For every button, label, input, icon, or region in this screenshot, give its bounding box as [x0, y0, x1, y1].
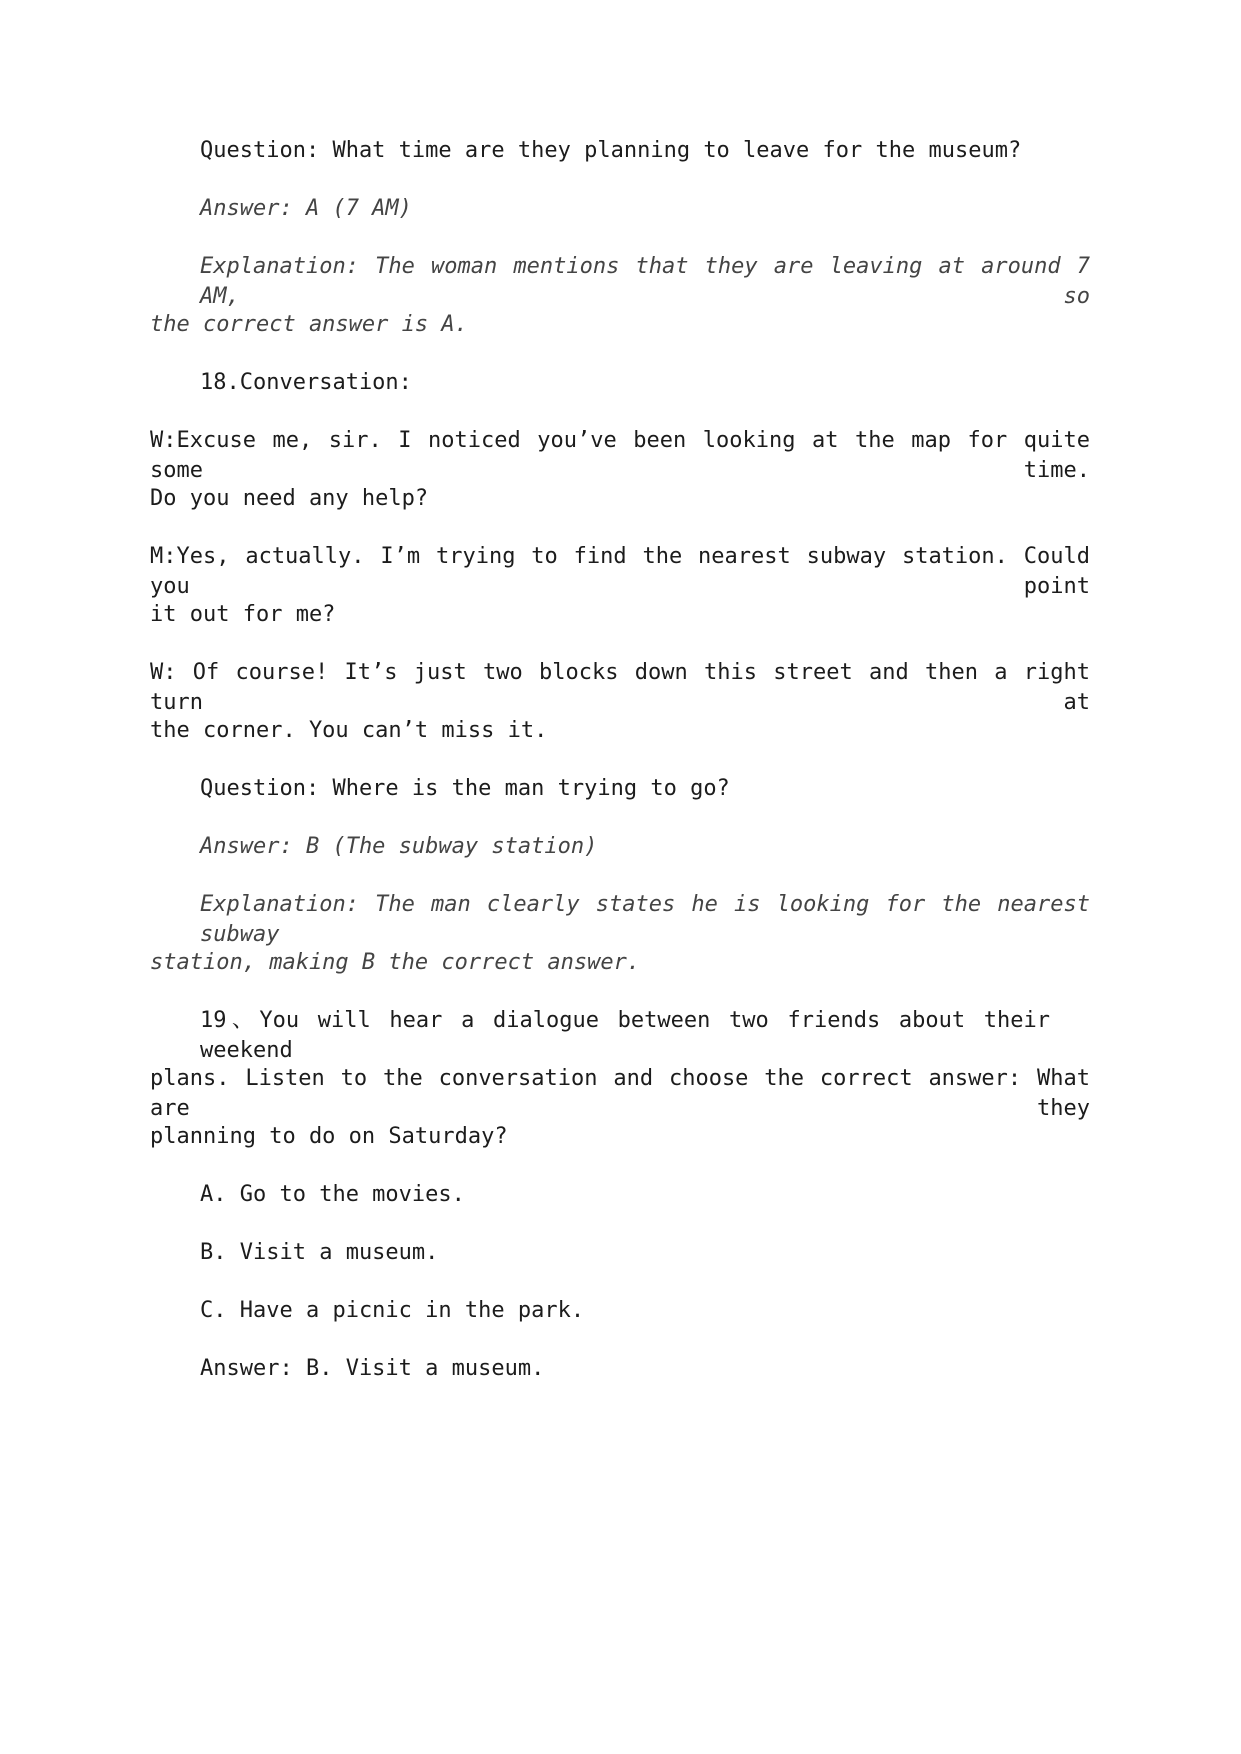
- q19-answer: Answer: B. Visit a museum.: [200, 1356, 545, 1381]
- q18-woman-reply-line1: W: Of course! It’s just two blocks down this street and then a right turn at: [150, 660, 1090, 715]
- q18-woman-reply-line2: the corner. You can’t miss it.: [150, 718, 548, 743]
- q18-woman-line1: W:Excuse me, sir. I noticed you’ve been looking at the map for quite some time.: [150, 428, 1090, 483]
- q19-prompt-line2: plans. Listen to the conversation and choose the correct answer: What are they: [150, 1066, 1090, 1121]
- q17-explanation-line1: Explanation: The woman mentions that they are leaving at around 7 AM, so: [200, 254, 1090, 309]
- q19-prompt-line3: planning to do on Saturday?: [150, 1124, 508, 1149]
- q19-option-b: B. Visit a museum.: [200, 1240, 439, 1265]
- q18-explanation-line2: station, making B the correct answer.: [150, 950, 641, 975]
- q18-man-line2: it out for me?: [150, 602, 336, 627]
- q18-answer: Answer: B (The subway station): [200, 834, 598, 859]
- q18-woman-line2: Do you need any help?: [150, 486, 429, 511]
- q19-option-c: C. Have a picnic in the park.: [200, 1298, 585, 1323]
- q18-question: Question: Where is the man trying to go?: [200, 776, 730, 801]
- q18-explanation-line1: Explanation: The man clearly states he is looking for the nearest subway: [200, 892, 1090, 947]
- q17-answer: Answer: A (7 AM): [200, 196, 412, 221]
- q17-question: Question: What time are they planning to leave for the museum?: [200, 138, 1022, 163]
- q17-explanation-line2: the correct answer is A.: [150, 312, 468, 337]
- q19-option-a: A. Go to the movies.: [200, 1182, 465, 1207]
- q19-prompt-line1: 19、You will hear a dialogue between two friends about their weekend: [200, 1008, 1050, 1063]
- q18-heading: 18.Conversation:: [200, 370, 412, 395]
- q18-man-line1: M:Yes, actually. I’m trying to find the nearest subway station. Could you point: [150, 544, 1090, 599]
